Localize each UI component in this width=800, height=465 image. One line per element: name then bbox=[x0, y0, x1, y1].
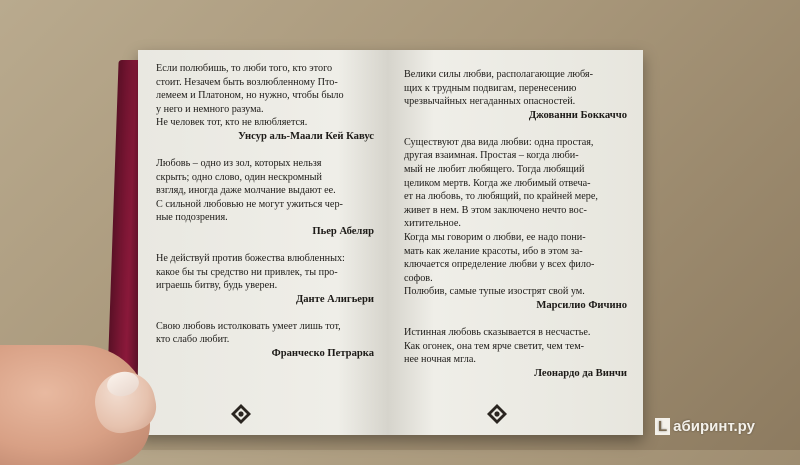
quote-line: ключается определение любви у всех фило- bbox=[404, 259, 595, 271]
quote-line: Любовь – одно из зол, которых нельзя bbox=[156, 157, 322, 169]
quote-text bbox=[404, 136, 629, 299]
quote-line: Свою любовь истолковать умеет лишь тот, bbox=[156, 320, 341, 332]
quote-text bbox=[404, 68, 629, 109]
quote-line: стоит. Незачем быть возлюбленному Пто- bbox=[156, 76, 338, 88]
quote-line: щих к трудным подвигам, перенесению bbox=[404, 82, 577, 94]
left-page bbox=[138, 50, 388, 435]
quote-author: Унсур аль-Маали Кей Кавус bbox=[238, 130, 374, 142]
quote-author: Леонардо да Винчи bbox=[534, 367, 627, 379]
quote-line: скрыть; одно слово, один нескромный bbox=[156, 171, 322, 183]
diamond-ornament-icon bbox=[486, 403, 508, 425]
watermark-logo: L bbox=[655, 418, 670, 435]
quote-author: Марсилио Фичино bbox=[536, 299, 627, 311]
quote-text bbox=[156, 62, 376, 130]
quote-author: Франческо Петрарка bbox=[271, 347, 374, 359]
quote-text bbox=[156, 157, 376, 225]
quote-text bbox=[156, 252, 376, 293]
right-page bbox=[388, 50, 643, 435]
quote-line: Когда мы говорим о любви, ее надо пони- bbox=[404, 231, 586, 243]
quote-line: Как огонек, она тем ярче светит, чем тем- bbox=[404, 340, 585, 352]
quote-line: чрезвычайных негаданных опасностей. bbox=[404, 96, 576, 108]
quote-line: живет в нем. В этом заключено нечто вос- bbox=[404, 204, 587, 216]
open-book bbox=[138, 50, 643, 435]
quote-line: кто слабо любит. bbox=[156, 334, 230, 346]
left-quotes bbox=[156, 62, 376, 359]
quote-author: Джованни Боккаччо bbox=[528, 109, 627, 121]
quote-line: какое бы ты средство ни привлек, ты про- bbox=[156, 266, 338, 278]
quote-line: мать как желание красоты, ибо в этом за- bbox=[404, 245, 583, 257]
quote-line: Существуют два вида любви: одна простая, bbox=[404, 136, 594, 148]
quote-line: лемеем и Платоном, но нужно, чтобы было bbox=[156, 90, 344, 102]
quote-line: софов. bbox=[404, 272, 433, 284]
quote-line: хитительное. bbox=[404, 218, 461, 230]
quote-line: у него и немного разума. bbox=[156, 103, 264, 115]
quote-line: целиком мертв. Когда же любимый отвеча- bbox=[404, 177, 591, 189]
quote-line: Полюбив, самые тупые изострят свой ум. bbox=[404, 286, 585, 298]
quote-line: ет на любовь, то любящий, по крайней мере, bbox=[404, 191, 598, 203]
quote-line: Не человек тот, кто не влюбляется. bbox=[156, 117, 308, 129]
quote-line: ные подозрения. bbox=[156, 212, 228, 224]
quote-author: Данте Алигьери bbox=[295, 293, 374, 305]
diamond-ornament-icon bbox=[230, 403, 252, 425]
quote-line: другая взаимная. Простая – когда люби- bbox=[404, 150, 579, 162]
quote-author: Пьер Абеляр bbox=[312, 225, 374, 237]
quote-text bbox=[404, 326, 629, 367]
quote-line: мый не любит любящего. Тогда любящий bbox=[404, 163, 585, 175]
quote-line: Не действуй против божества влюбленных: bbox=[156, 252, 345, 264]
watermark-text: абиринт.ру bbox=[673, 418, 755, 435]
quote-line: играешь битву, будь уверен. bbox=[156, 280, 278, 292]
quote-line: Если полюбишь, то люби того, кто этого bbox=[156, 63, 333, 74]
watermark bbox=[655, 418, 755, 435]
quote-line: взгляд, иногда даже молчание выдают ее. bbox=[156, 185, 336, 197]
right-quotes bbox=[404, 68, 629, 379]
quote-line: Истинная любовь сказывается в несчастье. bbox=[404, 326, 591, 338]
quote-line: Велики силы любви, располагающие любя- bbox=[404, 69, 594, 80]
quote-line: С сильной любовью не могут ужиться чер- bbox=[156, 198, 343, 210]
quote-line: нее ночная мгла. bbox=[404, 354, 476, 366]
quote-text bbox=[156, 320, 376, 347]
